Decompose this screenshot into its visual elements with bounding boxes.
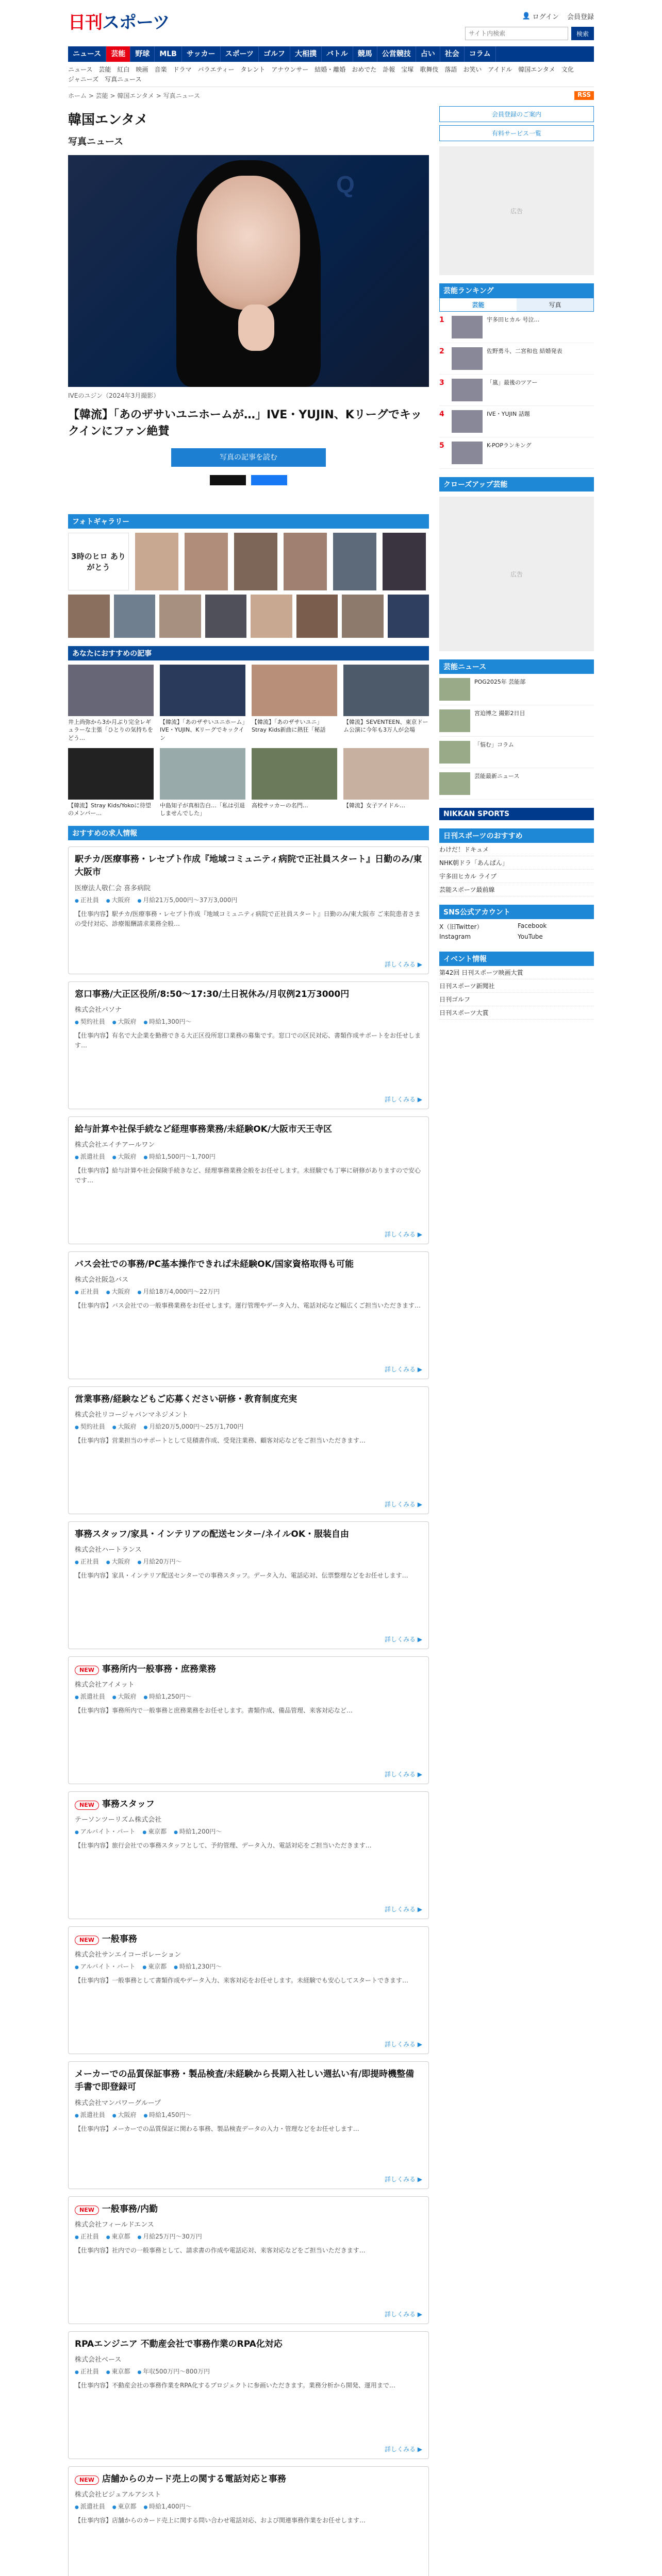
job-meta: ● 時給1,230円〜 <box>174 1962 222 1971</box>
news-header: 芸能ニュース <box>439 659 594 674</box>
job-meta: ● 時給1,400円〜 <box>143 2502 191 2511</box>
event-item[interactable]: 日刊スポーツ大賞 <box>439 1006 594 1020</box>
gnav-item[interactable]: コラム <box>465 46 496 62</box>
sidebar <box>439 106 594 2576</box>
news-item[interactable]: 芸能最新ニュース <box>439 768 594 800</box>
subnav-item[interactable]: ジャニーズ <box>68 76 99 83</box>
job-card[interactable] <box>68 1926 429 2054</box>
page-subtitle: 写真ニュース <box>68 137 124 147</box>
hot-item[interactable]: 宇多田ヒカル ライブ <box>439 870 594 883</box>
section-header: あなたにおすすめの記事 <box>68 646 429 660</box>
event-item[interactable]: 日刊スポーツ新聞社 <box>439 979 594 993</box>
x-share-icon[interactable] <box>210 475 246 485</box>
job-company: 医療法人敬仁会 喜多病院 <box>75 884 151 892</box>
job-meta: ● 年収500万円〜800万円 <box>137 2367 210 2376</box>
job-card[interactable] <box>68 1521 429 1649</box>
subnav-item[interactable]: 歌舞伎 <box>420 66 439 73</box>
ranking-header: 芸能ランキング <box>439 283 594 298</box>
facebook-link[interactable]: Facebook <box>518 922 547 929</box>
job-meta: ● 月給20万円〜 <box>137 1557 181 1566</box>
rec-card[interactable]: 【韓流】「あのザサいユニ」Stray Kids新曲に熱狂「秘話 <box>252 665 337 742</box>
global-nav <box>68 46 594 62</box>
job-description: 【仕事内容】給与計算や社会保険手続きなど、経理事務業務全般をお任せします。未経験でも丁寧に研修がありますので安心です… <box>75 1167 421 1184</box>
job-title[interactable]: NEW 一般事務 <box>75 1933 422 1946</box>
gallery-thumb[interactable] <box>383 533 426 590</box>
gnav-item[interactable]: 大相撲 <box>290 46 322 62</box>
tab-entertainment[interactable]: 芸能 <box>440 298 517 311</box>
job-description: 【仕事内容】バス会社での一般事務業務をお任せします。運行管理やデータ入力、電話対応など幅広くご担当いただきます… <box>75 1302 421 1310</box>
job-meta: ● 時給1,200円〜 <box>174 1827 222 1836</box>
job-title[interactable]: NEW 事務スタッフ <box>75 1798 422 1811</box>
job-title[interactable]: 給与計算や社保手続など経理事務業務/未経験OK/大阪市天王寺区 <box>75 1124 333 1134</box>
job-title[interactable]: NEW 事務所内一般事務・庶務業務 <box>75 1663 422 1676</box>
job-title[interactable]: 営業事務/経験などもご応募ください研修・教育制度充実 <box>75 1394 297 1404</box>
gnav-item[interactable]: 占い <box>416 46 440 62</box>
gnav-item-entertainment[interactable]: 芸能 <box>106 46 130 62</box>
gnav-item[interactable]: 社会 <box>440 46 465 62</box>
job-meta: ● 月給18万4,000円〜22万円 <box>137 1287 220 1296</box>
job-meta: ● 大阪府 <box>112 2110 137 2119</box>
ranking-item[interactable]: 5 K-POPランキング <box>439 437 594 469</box>
rec-card[interactable]: 高校サッカーの名門… <box>252 748 337 818</box>
gallery-thumb[interactable] <box>205 595 247 638</box>
job-description: 【仕事内容】社内での一般事務として、請求書の作成や電話応対、来客対応などをご担当いただきます… <box>75 2247 366 2255</box>
job-meta: ● 時給1,300円〜 <box>143 1017 191 1026</box>
job-title[interactable]: バス会社での事務/PC基本操作できれば未経験OK/国家資格取得も可能 <box>75 1259 354 1269</box>
gallery-thumb[interactable] <box>333 533 376 590</box>
member-register-link[interactable]: 会員登録のご案内 <box>439 106 594 122</box>
page-title: 韓国エンタメ <box>68 112 148 128</box>
job-meta: ● 時給1,500円〜1,700円 <box>143 1152 215 1161</box>
gallery-thumb[interactable] <box>185 533 228 590</box>
rec-card[interactable]: 【韓流】SEVENTEEN、東京ドーム公演に今年も3万人が会場 <box>343 665 429 742</box>
gnav-item[interactable]: 公営競技 <box>377 46 416 62</box>
subnav-item[interactable]: 落語 <box>444 66 457 73</box>
search-button[interactable]: 検索 <box>571 27 594 40</box>
job-title[interactable]: 事務スタッフ/家具・インテリアの配送センター/ネイルOK・服装自由 <box>75 1529 350 1539</box>
new-badge: NEW <box>75 1801 99 1810</box>
gallery-thumb[interactable] <box>234 533 277 590</box>
job-meta: ● 東京都 <box>112 2502 137 2511</box>
job-description: 【仕事内容】一般事務として書類作成やデータ入力、来客対応をお任せします。未経験でも安心してスタートできます… <box>75 1977 409 1985</box>
job-meta: ● 正社員 <box>75 895 99 904</box>
subnav-item[interactable]: 音楽 <box>154 66 167 73</box>
user-icon: 👤 <box>522 12 531 20</box>
job-meta: ● 月給25万円〜30万円 <box>137 2232 202 2241</box>
gallery-thumb[interactable] <box>284 533 327 590</box>
gallery-thumb[interactable] <box>159 595 201 638</box>
ad-banner[interactable]: 広告 <box>439 497 594 651</box>
gallery-thumb[interactable] <box>342 595 384 638</box>
job-card[interactable] <box>68 2466 429 2576</box>
instagram-link[interactable]: Instagram <box>439 933 471 940</box>
job-card[interactable] <box>68 1251 429 1379</box>
job-card[interactable] <box>68 1791 429 1919</box>
job-meta: ● 東京都 <box>142 1962 167 1971</box>
subnav-item[interactable]: ニュース <box>68 66 93 73</box>
main-column <box>68 106 429 2576</box>
subnav-item[interactable]: タレント <box>240 66 266 73</box>
job-meta: ● 時給1,250円〜 <box>143 1692 191 1701</box>
job-company: 株式会社エイチアールワン <box>75 1141 155 1149</box>
event-header: イベント情報 <box>439 952 594 966</box>
job-description: 【仕事内容】不動産会社の事務作業をRPA化するプロジェクトに参画いただきます。業務分析から開発、運用まで… <box>75 2382 395 2389</box>
job-meta: ● アルバイト・パート <box>75 1962 135 1971</box>
job-title[interactable]: 窓口事務/大正区役所/8:50〜17:30/土日祝休み/月収例21万3000円 <box>75 989 350 999</box>
section-header: フォトギャラリー <box>68 514 429 529</box>
gnav-item[interactable]: スポーツ <box>221 46 259 62</box>
nikkan-header: NIKKAN SPORTS <box>439 808 594 820</box>
job-detail-link[interactable]: 詳しくみる ▶ <box>385 2445 422 2453</box>
job-meta: ● アルバイト・パート <box>75 1827 135 1836</box>
job-description: 【仕事内容】事務所内で一般事務と庶務業務をお任せします。書類作成、備品管理、来客対応など… <box>75 1707 353 1715</box>
rec-card[interactable]: 【韓流】女子アイドル… <box>343 748 429 818</box>
job-company: 株式会社マンパワーグループ <box>75 2099 161 2107</box>
job-meta: ● 派遣社員 <box>75 1692 105 1701</box>
job-description: 【仕事内容】有名で大企業を勤務できる大正区役所窓口業務の募集です。窓口での区民対応、書類作成サポートをお任せします… <box>75 1032 421 1049</box>
job-card[interactable] <box>68 2331 429 2459</box>
gallery-card[interactable]: 3時のヒロ ありがとう <box>68 533 129 590</box>
job-detail-link[interactable]: 詳しくみる ▶ <box>385 1230 422 1239</box>
news-item[interactable]: POG2025年 芸能部 <box>439 674 594 705</box>
job-description: 【仕事内容】駅チカ/医療事務・レセプト作成『地域コミュニティ病院で正社員スタート』日勤のみ/東大阪市 ご来院患者さまの受付対応、診療報酬請求業務全般… <box>75 910 421 927</box>
site-header <box>68 0 594 46</box>
hot-item[interactable]: 芸能スポーツ最前線 <box>439 883 594 896</box>
rec-card[interactable]: 【韓流】Stray Kids/Yokoに待望のメンバー… <box>68 748 154 818</box>
job-detail-link[interactable]: 詳しくみる ▶ <box>385 2175 422 2183</box>
hot-header: 日刊スポーツのおすすめ <box>439 828 594 843</box>
subnav-item[interactable]: 紅白 <box>117 66 130 73</box>
job-detail-link[interactable]: 詳しくみる ▶ <box>385 2310 422 2318</box>
rec-card[interactable]: 井上尚弥から3か月ぶり完全レギュラーな主張「ひとりの気持ちをどう… <box>68 665 154 742</box>
new-badge: NEW <box>75 1936 99 1945</box>
job-card[interactable] <box>68 2196 429 2324</box>
rss-button[interactable]: RSS <box>574 91 594 100</box>
ad-banner[interactable]: 広告 <box>439 146 594 275</box>
job-company: 株式会社ハートランス <box>75 1546 142 1554</box>
gallery-thumb[interactable] <box>388 595 429 638</box>
job-meta: ● 派遣社員 <box>75 1152 105 1161</box>
subnav-item[interactable]: 結婚・離婚 <box>315 66 346 73</box>
gallery-thumb[interactable] <box>251 595 292 638</box>
job-meta: ● 東京都 <box>106 2232 130 2241</box>
job-meta: ● 時給1,450円〜 <box>143 2110 191 2119</box>
facebook-share-icon[interactable] <box>251 475 287 485</box>
job-meta: ● 月給20万5,000円〜25万1,700円 <box>143 1422 243 1431</box>
job-description: 【仕事内容】営業担当のサポートとして見積書作成、受発注業務、顧客対応などをご担当いただきます… <box>75 1437 366 1445</box>
job-card[interactable] <box>68 2061 429 2189</box>
gallery-thumb[interactable] <box>68 595 110 638</box>
breadcrumb[interactable]: ホーム > 芸能 > 韓国エンタメ > 写真ニュース <box>68 92 200 99</box>
job-meta: ● 東京都 <box>106 2367 130 2376</box>
job-card[interactable] <box>68 1656 429 1784</box>
subnav-item[interactable]: 宝塚 <box>401 66 414 73</box>
job-meta: ● 月給21万5,000円〜37万3,000円 <box>137 895 237 904</box>
job-company: 株式会社リコージャパンマネジメント <box>75 1411 188 1419</box>
subnav-item[interactable]: お笑い <box>463 66 482 73</box>
article-headline[interactable]: 【韓流】「あのザサいユニホームが…」IVE・YUJIN、Kリーグでキックインにファン絶賛 <box>68 409 422 438</box>
job-company: テーソンツーリズム株式会社 <box>75 1816 162 1824</box>
sub-nav <box>68 62 594 87</box>
job-meta: ● 正社員 <box>75 1287 99 1296</box>
main-photo[interactable]: Q <box>68 155 429 387</box>
hot-item[interactable]: NHK朝ドラ「あんぱん」 <box>439 856 594 870</box>
news-item[interactable]: 宮迫博之 撮影2日目 <box>439 705 594 737</box>
gnav-item[interactable]: ニュース <box>68 46 106 62</box>
subnav-item[interactable]: バラエティー <box>197 66 235 73</box>
job-meta: ● 契約社員 <box>75 1422 105 1431</box>
paid-service-link[interactable]: 有料サービス一覧 <box>439 125 594 141</box>
ranking-item[interactable]: 3 「嵐」最後のツアー <box>439 375 594 406</box>
job-description: 【仕事内容】メーカーでの品質保証に関わる事務、製品検査データの入力・管理などをお任せします… <box>75 2125 359 2132</box>
job-card[interactable] <box>68 981 429 1109</box>
job-detail-link[interactable]: 詳しくみる ▶ <box>385 1500 422 1509</box>
gallery-thumb[interactable] <box>135 533 178 590</box>
subnav-item[interactable]: 文化 <box>561 66 574 73</box>
ranking-item[interactable]: 4 IVE・YUJIN 話題 <box>439 406 594 437</box>
job-company: 株式会社ビジュアルアシスト <box>75 2491 161 2499</box>
register-link[interactable]: 会員登録 <box>567 13 594 21</box>
new-badge: NEW <box>75 2206 99 2215</box>
login-link[interactable]: 👤 ログイン <box>522 12 559 21</box>
sns-header: SNS公式アカウント <box>439 905 594 919</box>
subnav-item[interactable]: アイドル <box>488 66 512 73</box>
job-company: 株式会社アイメット <box>75 1681 135 1689</box>
subnav-item[interactable]: ドラマ <box>173 66 192 73</box>
job-meta: ● 正社員 <box>75 1557 99 1566</box>
job-meta: ● 東京都 <box>142 1827 167 1836</box>
job-company: 株式会社ベース <box>75 2356 122 2364</box>
job-title[interactable]: NEW 一般事務/内勤 <box>75 2203 422 2216</box>
job-detail-link[interactable]: 詳しくみる ▶ <box>385 1770 422 1778</box>
job-company: 株式会社サンエイコーポレーション <box>75 1951 181 1959</box>
search-input[interactable] <box>465 27 568 40</box>
gnav-item[interactable]: 野球 <box>130 46 155 62</box>
job-description: 【仕事内容】店舗からのカード売上に関する問い合わせ電話対応、および関連事務作業をお任せします… <box>75 2517 366 2524</box>
job-detail-link[interactable]: 詳しくみる ▶ <box>385 1365 422 1374</box>
job-detail-link[interactable]: 詳しくみる ▶ <box>385 960 422 969</box>
job-description: 【仕事内容】旅行会社での事務スタッフとして、予約管理、データ入力、電話対応をご担当いただきます… <box>75 1842 372 1850</box>
x-link[interactable]: X（旧Twitter） <box>439 923 483 930</box>
closeup-header: クローズアップ芸能 <box>439 477 594 492</box>
gnav-item[interactable]: バトル <box>322 46 353 62</box>
job-meta: ● 大阪府 <box>106 1287 130 1296</box>
gnav-item[interactable]: ゴルフ <box>259 46 290 62</box>
job-meta: ● 派遣社員 <box>75 2502 105 2511</box>
job-card[interactable] <box>68 1116 429 1244</box>
youtube-link[interactable]: YouTube <box>518 933 543 940</box>
job-meta: ● 大阪府 <box>112 1422 137 1431</box>
job-detail-link[interactable]: 詳しくみる ▶ <box>385 1095 422 1104</box>
gallery-thumb[interactable] <box>296 595 338 638</box>
tab-photo[interactable]: 写真 <box>517 298 593 311</box>
gnav-item[interactable]: MLB <box>155 46 182 62</box>
subnav-item[interactable]: 韓国エンタメ <box>518 66 555 73</box>
rec-card[interactable]: 【韓流】「あのザサいユニホーム」IVE・YUJIN、Kリーグでキックイン <box>160 665 245 742</box>
section-header: おすすめの求人情報 <box>68 826 429 840</box>
job-meta: ● 正社員 <box>75 2232 99 2241</box>
subnav-item[interactable]: アナウンサー <box>271 66 309 73</box>
job-title[interactable]: NEW 店舗からのカード売上の関する電話対応と事務 <box>75 2473 422 2486</box>
subnav-item[interactable]: 映画 <box>136 66 148 73</box>
job-detail-link[interactable]: 詳しくみる ▶ <box>385 1635 422 1643</box>
hot-item[interactable]: わけだ！ドキュメ <box>439 843 594 856</box>
job-company: 株式会社パソナ <box>75 1006 122 1014</box>
job-meta: ● 大阪府 <box>112 1692 137 1701</box>
subnav-item[interactable]: 芸能 <box>98 66 111 73</box>
new-badge: NEW <box>75 2476 99 2485</box>
job-meta: ● 大阪府 <box>106 895 130 904</box>
job-meta: ● 大阪府 <box>106 1557 130 1566</box>
rec-card[interactable]: 中島知子が真相告白…「私は引退しませんでした」 <box>160 748 245 818</box>
job-meta: ● 正社員 <box>75 2367 99 2376</box>
event-item[interactable]: 第42回 日刊スポーツ映画大賞 <box>439 966 594 979</box>
subnav-item[interactable]: 写真ニュース <box>105 76 142 83</box>
gallery-thumb[interactable] <box>114 595 156 638</box>
event-item[interactable]: 日刊ゴルフ <box>439 993 594 1006</box>
read-article-button[interactable]: 写真の記事を読む <box>171 448 326 467</box>
job-meta: ● 派遣社員 <box>75 2110 105 2119</box>
job-description: 【仕事内容】家具・インテリア配送センターでの事務スタッフ。データ入力、電話応対、伝票整理などをお任せします… <box>75 1572 408 1580</box>
job-card[interactable] <box>68 1386 429 1514</box>
ranking-item[interactable]: 2 佐野勇斗、二宮和也 結婚発表 <box>439 343 594 375</box>
job-meta: ● 大阪府 <box>112 1017 137 1026</box>
site-logo[interactable]: 日刊スポーツ <box>68 13 170 32</box>
job-meta: ● 大阪府 <box>112 1152 137 1161</box>
job-card[interactable] <box>68 846 429 974</box>
subnav-item[interactable]: 訃報 <box>383 66 395 73</box>
photo-credit: IVEのユジン（2024年3月撮影） <box>68 392 160 399</box>
job-company: 株式会社阪急バス <box>75 1276 129 1284</box>
job-detail-link[interactable]: 詳しくみる ▶ <box>385 1905 422 1913</box>
job-meta: ● 契約社員 <box>75 1017 105 1026</box>
job-title[interactable]: 駅チカ/医療事務・レセプト作成『地域コミュニティ病院で正社員スタート』日勤のみ/東大阪市 <box>75 854 422 878</box>
job-company: 株式会社フィールドエンス <box>75 2221 154 2229</box>
job-detail-link[interactable]: 詳しくみる ▶ <box>385 2040 422 2048</box>
new-badge: NEW <box>75 1666 99 1675</box>
job-title[interactable]: RPAエンジニア 不動産会社で事務作業のRPA化対応 <box>75 2338 283 2349</box>
job-title[interactable]: メーカーでの品質保証事務・製品検査/未経験から長期入社しい週払い有/即提時機整備手書で即登録可 <box>75 2069 415 2093</box>
ranking-item[interactable]: 1 宇多田ヒカル 号泣… <box>439 312 594 343</box>
gnav-item[interactable]: サッカー <box>182 46 221 62</box>
gnav-item[interactable]: 競馬 <box>353 46 377 62</box>
subnav-item[interactable]: おめでた <box>352 66 377 73</box>
news-item[interactable]: 「悩む」コラム <box>439 737 594 768</box>
